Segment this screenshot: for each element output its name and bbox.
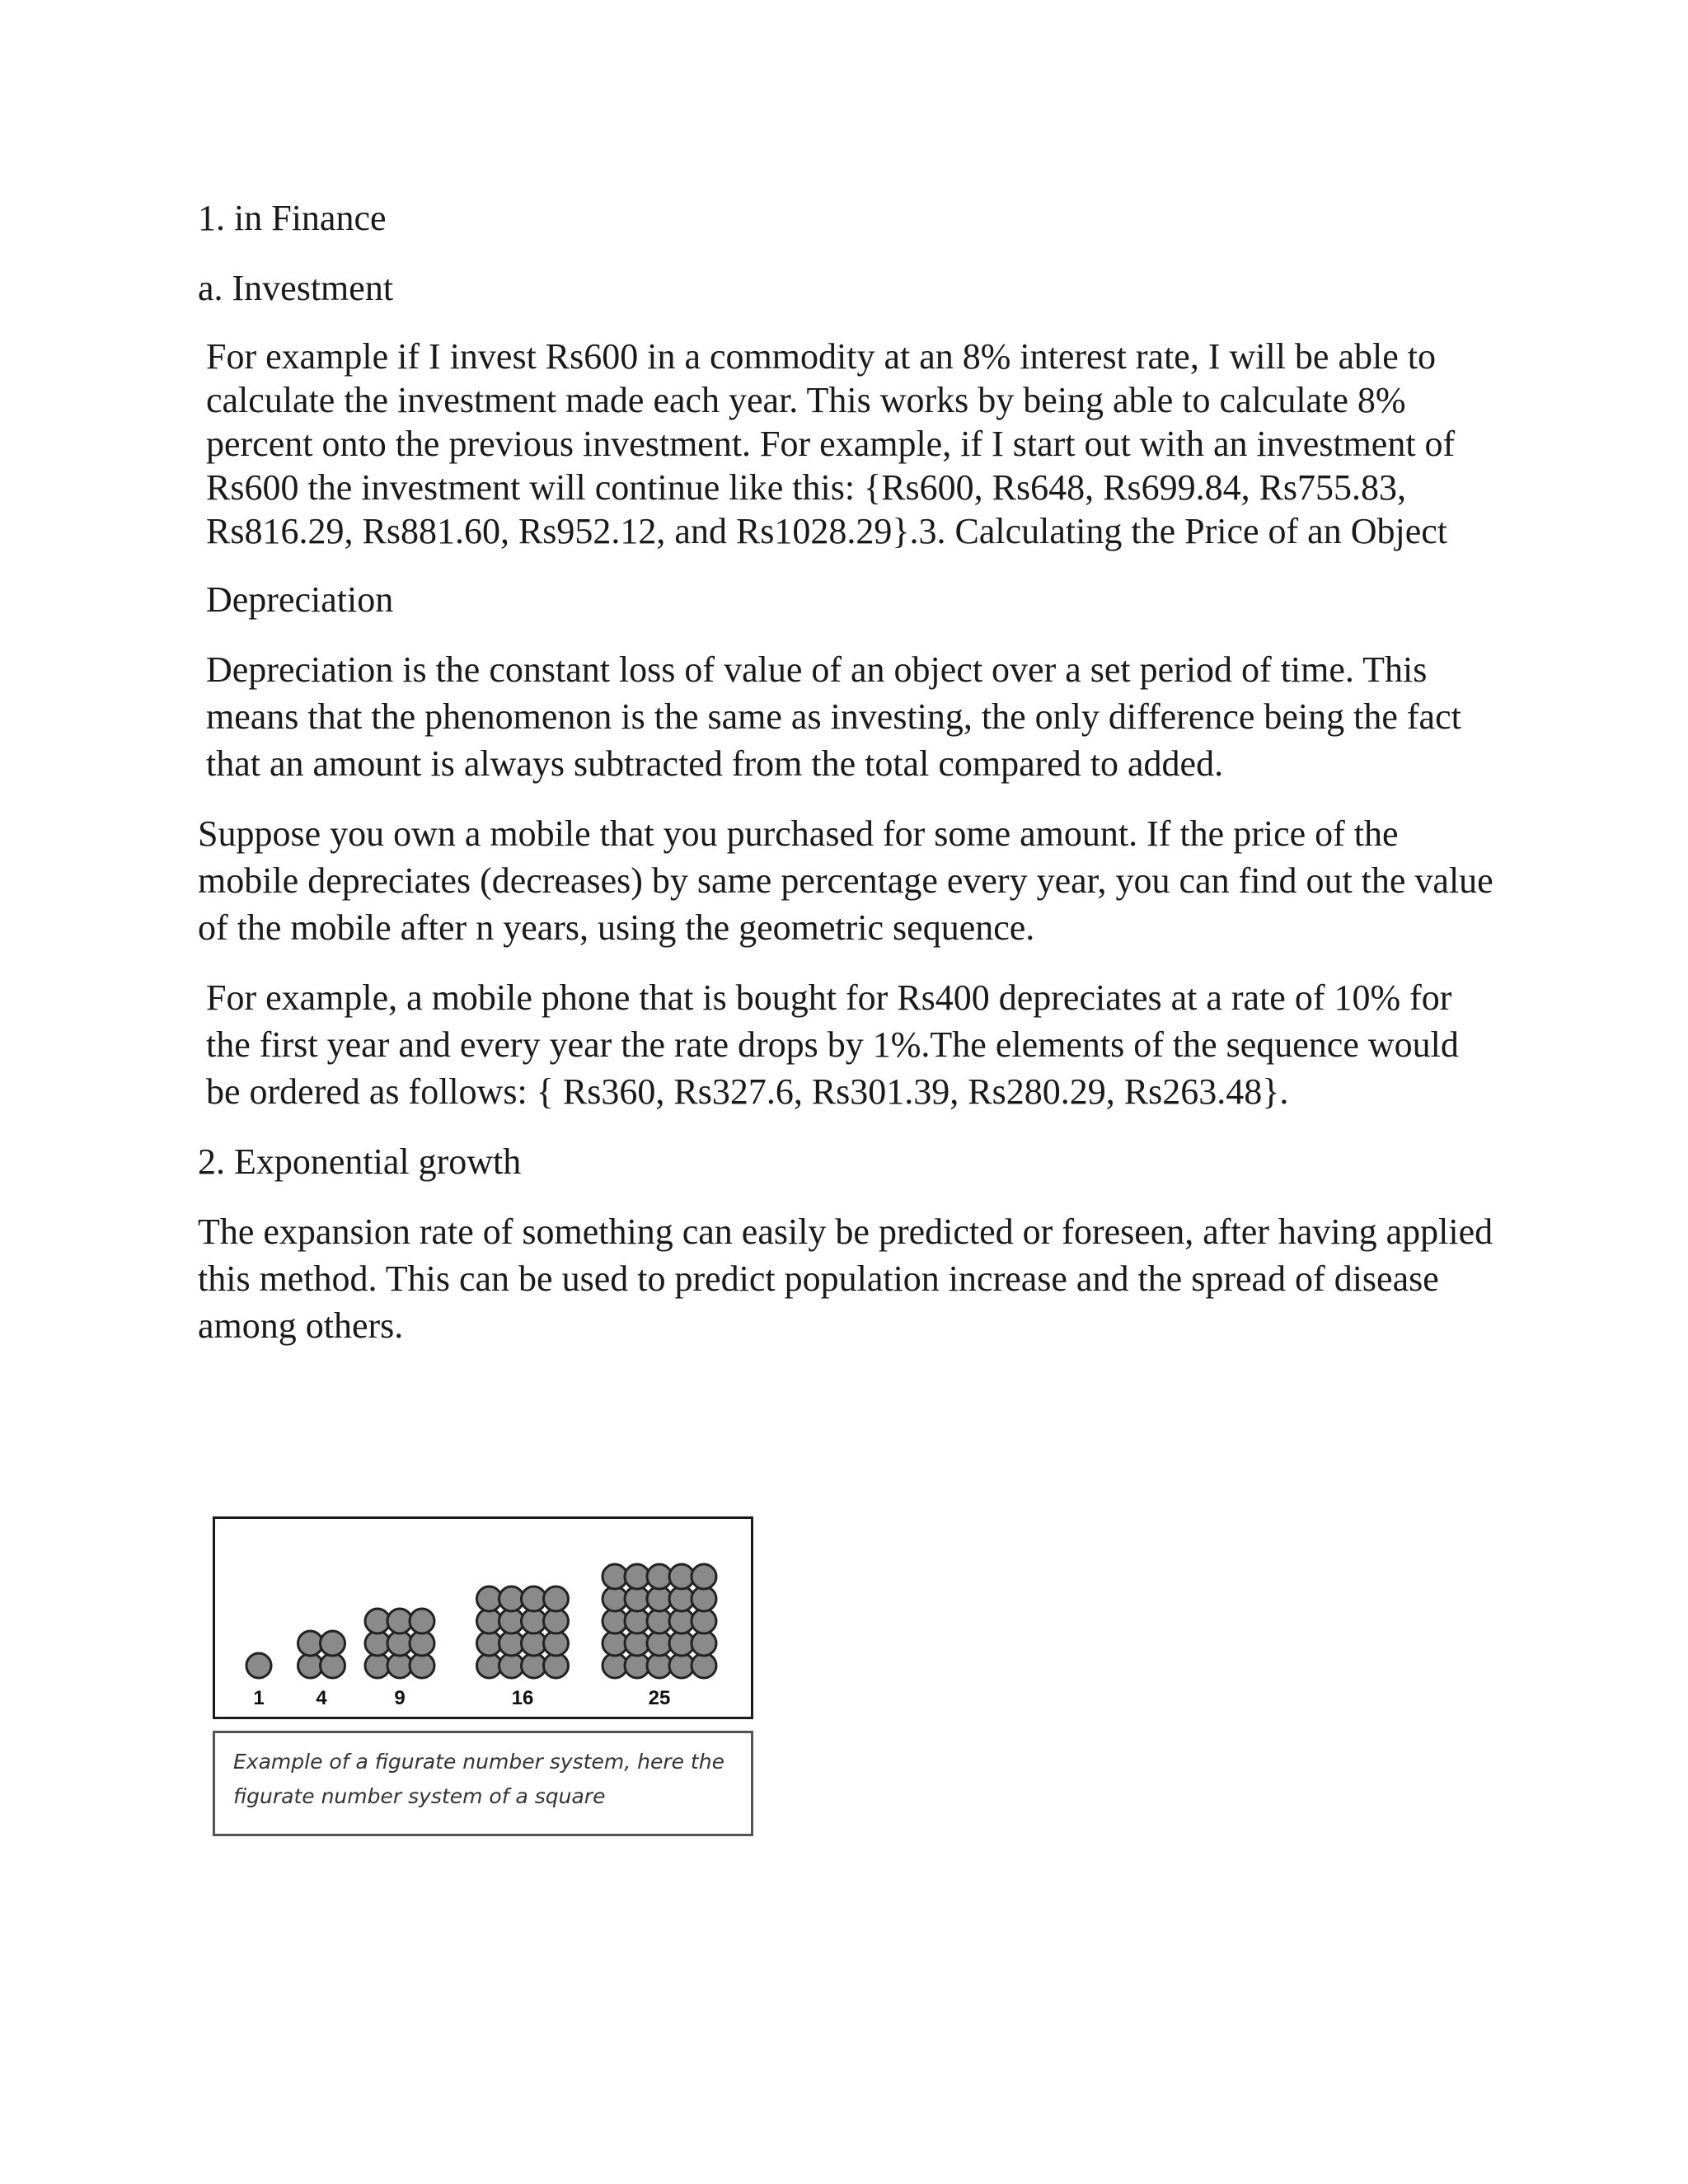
dot xyxy=(410,1609,434,1633)
dot-group-4 xyxy=(298,1631,345,1678)
depreciation-paragraph: Depreciation is the constant loss of value of an object over a set period of time. This means that the phenomenon is the same as investing, the only difference being the fact that an amount is always subtracted from the total compared to added. xyxy=(206,649,1461,784)
dot xyxy=(692,1564,716,1589)
heading-depreciation: Depreciation xyxy=(206,579,394,620)
square-dots-svg xyxy=(215,1519,751,1717)
heading-exponential-growth: 2. Exponential growth xyxy=(198,1141,522,1182)
dot xyxy=(321,1631,345,1656)
label-9: 9 xyxy=(394,1687,406,1709)
document-body xyxy=(198,194,1500,1349)
dot-group-16 xyxy=(477,1586,569,1678)
investment-paragraph: For example if I invest Rs600 in a commodity at an 8% interest rate, I will be able to calculate the investment made each year. This works by being able to calculate 8% percent onto the previous investment. For example, if I start out with an investment of Rs600 the investment will continue like this: {Rs600, Rs648, Rs699.84, Rs755.83, Rs816.29, Rs881.60, Rs952.12, and Rs1028.29}.3. Calculating the Price of an Object xyxy=(206,336,1456,551)
square-numbers-diagram xyxy=(213,1516,753,1719)
label-4: 4 xyxy=(316,1687,327,1709)
dot-group-25 xyxy=(603,1564,716,1678)
figurate-number-figure xyxy=(213,1516,757,1836)
figure-caption: Example of a figurate number system, here the figurate number system of a square xyxy=(213,1731,753,1836)
label-16: 16 xyxy=(511,1687,534,1709)
label-25: 25 xyxy=(648,1687,671,1709)
dot-group-1 xyxy=(246,1653,271,1678)
heading-finance: 1. in Finance xyxy=(198,198,387,238)
exponential-paragraph: The expansion rate of something can easily be predicted or foreseen, after having applied this method. This can be used to predict population increase and the spread of disease among others. xyxy=(198,1212,1493,1346)
dot xyxy=(246,1653,271,1678)
label-1: 1 xyxy=(253,1687,265,1709)
dot-group-9 xyxy=(365,1609,434,1678)
heading-investment: a. Investment xyxy=(198,268,394,308)
mobile-example-paragraph: For example, a mobile phone that is bought for Rs400 depreciates at a rate of 10% for the first year and every year the rate drops by 1%.The elements of the sequence would be ordered as follows: { Rs360, Rs327.6, Rs301.39, Rs280.29, Rs263.48}. xyxy=(206,977,1459,1112)
dot xyxy=(544,1586,569,1611)
mobile-paragraph: Suppose you own a mobile that you purchased for some amount. If the price of the mobile depreciates (decreases) by same percentage every year, you can find out the value of the mobile after n years, using the geometric sequence. xyxy=(198,813,1493,948)
